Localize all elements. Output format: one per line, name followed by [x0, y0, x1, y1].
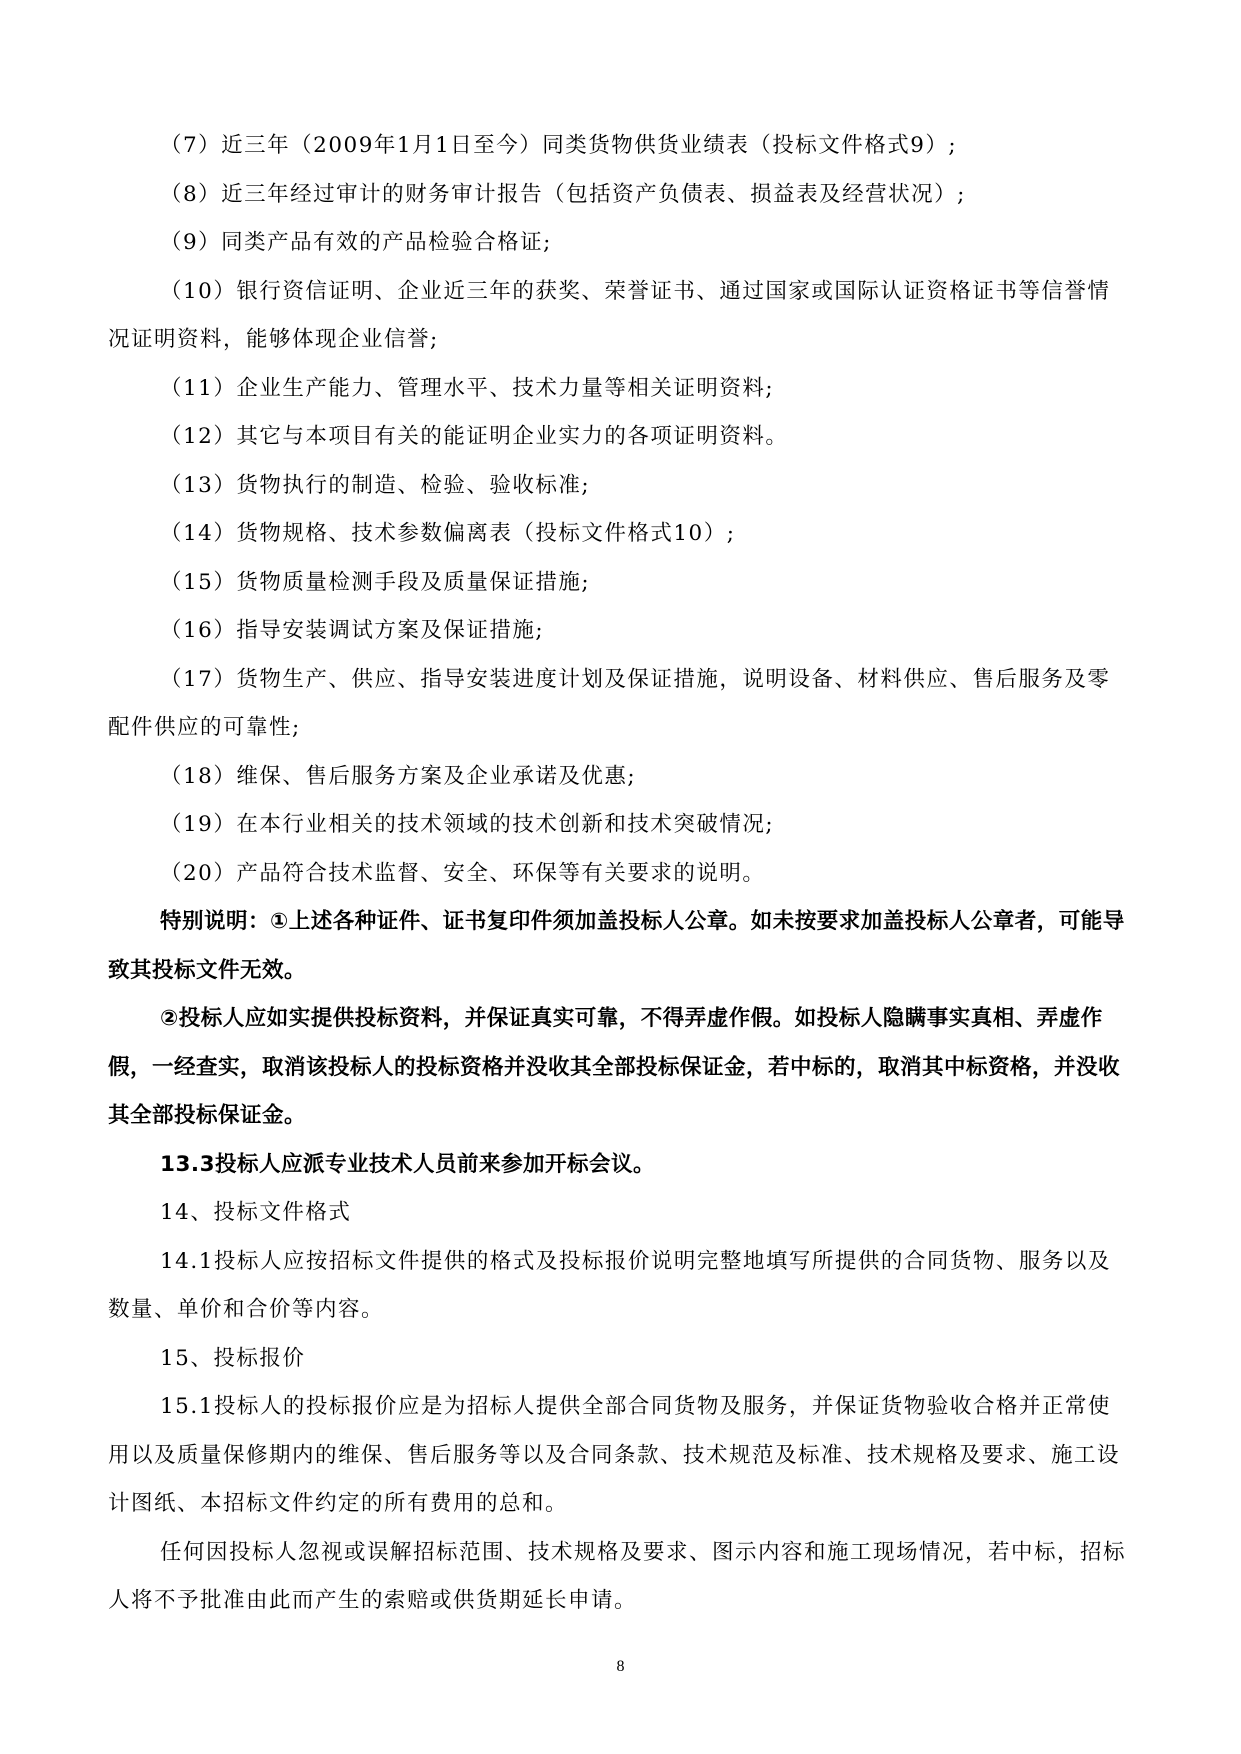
paragraph-item-17: （17）货物生产、供应、指导安装进度计划及保证措施，说明设备、材料供应、售后服务及零配件供应的可靠性; — [108, 666, 1111, 740]
section-heading-14: 14、投标文件格式 — [160, 1200, 352, 1225]
paragraph-item-11: （11）企业生产能力、管理水平、技术力量等相关证明资料; — [160, 375, 775, 401]
paragraph-item-15: （15）货物质量检测手段及质量保证措施; — [160, 569, 591, 595]
paragraph-item-10: （10）银行资信证明、企业近三年的获奖、荣誉证书、通过国家或国际认证资格证书等信誉情况证明资料，能够体现企业信誉; — [108, 278, 1111, 352]
clause-15-1: 15.1投标人的投标报价应是为招标人提供全部合同货物及服务，并保证货物验收合格并正常使用以及质量保修期内的维保、售后服务等以及合同条款、技术规范及标准、技术规格及要求、施工设计图纸、本招标文件约定的所有费用的总和。 — [108, 1394, 1121, 1516]
special-note-2: ②投标人应如实提供投标资料，并保证真实可靠，不得弄虚作假。如投标人隐瞒事实真相、弄虚作假，一经查实，取消该投标人的投标资格并没收其全部投标保证金，若中标的，取消其中标资格，并没收其全部投标保证金。 — [108, 1006, 1121, 1128]
paragraph-item-13: （13）货物执行的制造、检验、验收标准; — [160, 472, 591, 498]
paragraph-item-8: （8）近三年经过审计的财务审计报告（包括资产负债表、损益表及经营状况）; — [160, 181, 966, 207]
paragraph-item-14: （14）货物规格、技术参数偏离表（投标文件格式10）; — [160, 521, 736, 546]
paragraph-item-9: （9）同类产品有效的产品检验合格证; — [160, 230, 552, 255]
clause-15-note: 任何因投标人忽视或误解招标范围、技术规格及要求、图示内容和施工现场情况，若中标，招标人将不予批准由此而产生的索赔或供货期延长申请。 — [108, 1539, 1127, 1613]
special-note-1: 特别说明：①上述各种证件、证书复印件须加盖投标人公章。如未按要求加盖投标人公章者，可能导致其投标文件无效。 — [108, 909, 1125, 983]
paragraph-item-7: （7）近三年（2009年1月1日至今）同类货物供货业绩表（投标文件格式9）; — [160, 133, 958, 158]
clause-13-3: 13.3投标人应派专业技术人员前来参加开标会议。 — [160, 1151, 656, 1177]
page-number: 8 — [616, 1658, 625, 1675]
paragraph-item-19: （19）在本行业相关的技术领域的技术创新和技术突破情况; — [160, 812, 775, 837]
paragraph-item-18: （18）维保、售后服务方案及企业承诺及优惠; — [160, 763, 637, 789]
section-heading-15: 15、投标报价 — [160, 1345, 306, 1371]
document-body — [108, 122, 1130, 1626]
paragraph-item-16: （16）指导安装调试方案及保证措施; — [160, 618, 545, 643]
paragraph-item-12: （12）其它与本项目有关的能证明企业实力的各项证明资料。 — [160, 424, 789, 449]
paragraph-item-20: （20）产品符合技术监督、安全、环保等有关要求的说明。 — [160, 860, 766, 886]
clause-14-1: 14.1投标人应按招标文件提供的格式及投标报价说明完整地填写所提供的合同货物、服务以及数量、单价和合价等内容。 — [108, 1248, 1111, 1322]
